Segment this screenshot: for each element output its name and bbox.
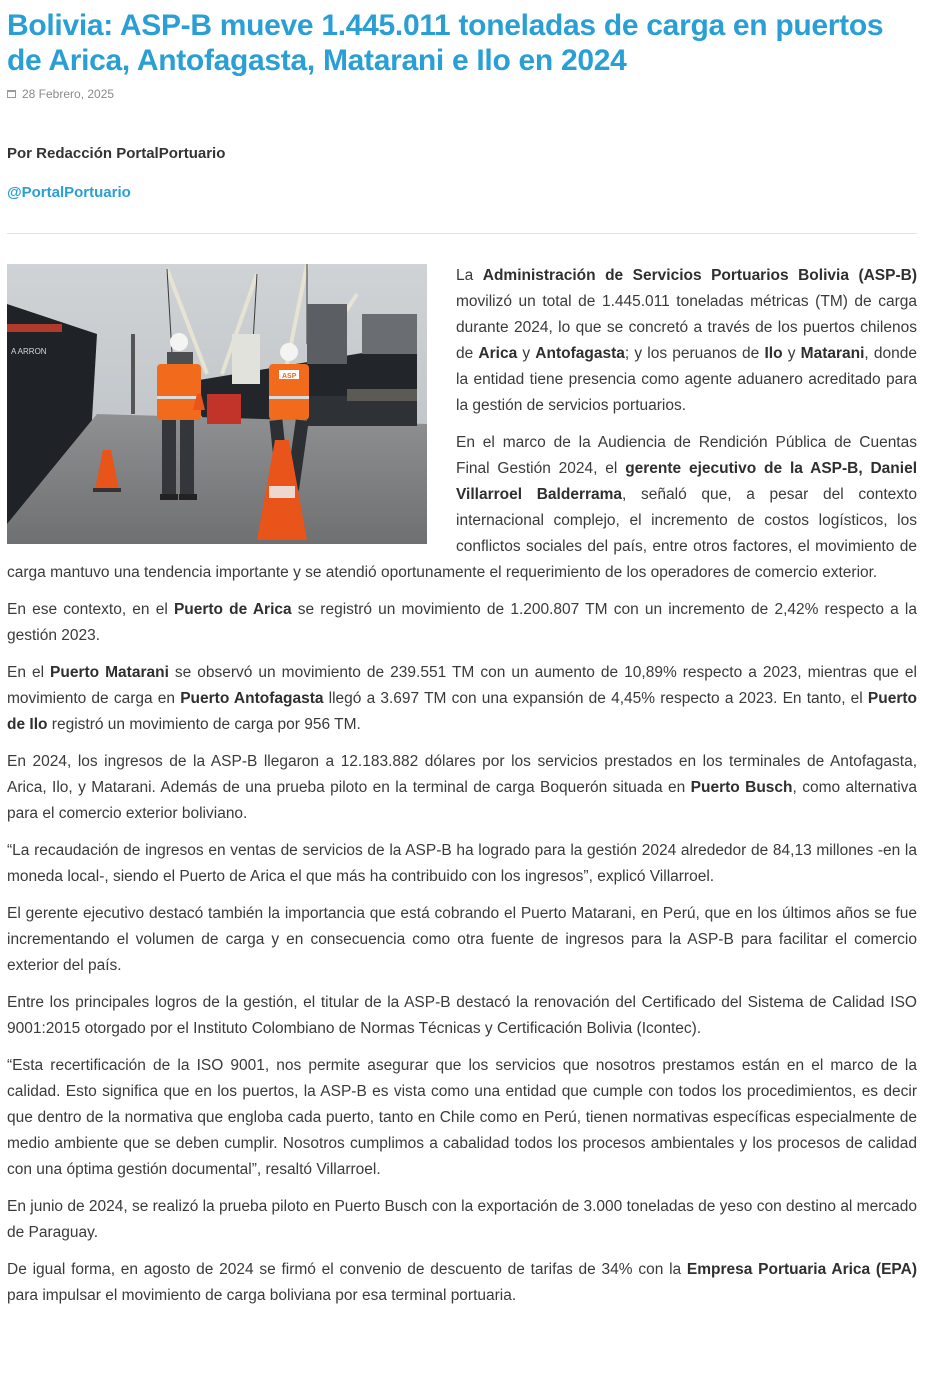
bold-text: Puerto Busch [690,779,793,796]
photo-ship-superstructure [307,304,347,364]
text-run: El gerente ejecutivo destacó también la importancia que está cobrando el Puerto Matarani, en Perú, que en los últimos años se fue incrementando el volumen de carga y en consecuencia como otra fuente de ingresos para la ASP-B para facilitar el comercio exterior del país. [7,905,917,974]
publish-date: 28 Febrero, 2025 [22,87,115,101]
text-run: Entre los principales logros de la gestión, el titular de la ASP-B destacó la renovación del Certificado del Sistema de Calidad ISO 9001:2015 otorgado por el Instituto Colombiano de Normas Técnicas y Certificación Bolivia (Icontec). [7,994,917,1037]
bold-text: Puerto de Arica [173,601,292,618]
bold-text: Matarani [800,345,865,362]
bold-text: Puerto de Ilo [7,690,918,733]
text-run: En el [7,664,51,681]
twitter-handle-link[interactable]: @PortalPortuario [7,184,131,201]
text-run: movilizó un total de 1.445.011 toneladas métricas (TM) de carga durante 2024, lo que se concretó a través de los puertos chilenos de [456,293,917,362]
text-run: En ese contexto, en el [7,601,174,618]
bold-text: Empresa Portuaria Arica (EPA) [686,1261,917,1278]
photo-truck-red [207,394,241,424]
calendar-icon [7,90,16,98]
bold-text: Ilo [764,345,783,362]
text-run: En el marco de la Audiencia de Rendición Pública de Cuentas Final Gestión 2024, el [456,434,917,477]
text-run: , donde la entidad tiene presencia como agente aduanero acreditado para la gestión de servicios portuarios. [456,345,917,414]
article-page [7,8,917,1309]
bold-text: Puerto Matarani [50,664,169,681]
text-run: De igual forma, en agosto de 2024 se firmó el convenio de descuento de tarifas de 34% con la [7,1261,687,1278]
article-photo [7,264,427,544]
paragraph-6 [7,838,917,890]
photo-light-mast [131,334,135,414]
bold-text: Administración de Servicios Portuarios Bolivia (ASP-B) [482,267,917,284]
paragraph-10 [7,1194,917,1246]
text-run: En 2024, los ingresos de la ASP-B llegaron a 12.183.882 dólares por los servicios prestados en los terminales de Antofagasta, Arica, Ilo, y Matarani. Además de una prueba piloto en la terminal de carga Boquerón situada en [7,753,917,796]
paragraph-3 [7,597,917,649]
article-meta [7,87,917,101]
bold-text: Puerto Antofagasta [180,690,324,707]
text-run: “Esta recertificación de la ISO 9001, nos permite asegurar que los servicios que nosotros prestamos están en el marco de la calidad. Esto significa que en los puertos, la ASP-B es vista como una entidad que cumple con todos los procedimientos, es decir que dentro de la normativa que engloba cada puerto, tanto en Chile como en Perú, tienen normativas específicas especialmente de medio ambiente que se deben cumplir. Nosotros cumplimos a cabalidad todos los procesos ambientales y los procesos de calidad con una óptima gestión documental”, resaltó Villarroel. [7,1057,917,1178]
text-run: se observó un movimiento de 239.551 TM con un aumento de 10,89% respecto a 2023, mientras que el movimiento de carga en [7,664,917,707]
text-run: “La recaudación de ingresos en ventas de servicios de la ASP-B ha logrado para la gestión 2024 alrededor de 84,13 millones -en la moneda local-, siendo el Puerto de Arica el que más ha contribuido con los ingresos”, explicó Villarroel. [7,842,917,885]
bold-text: Antofagasta [535,345,625,362]
text-run: La [456,267,483,284]
paragraph-8 [7,990,917,1042]
text-run: y [517,345,536,362]
author-byline: Por Redacción PortalPortuario [7,145,226,162]
bold-text: Arica [478,345,518,362]
photo-ship-bridge [232,334,260,384]
text-run: En junio de 2024, se realizó la prueba piloto en Puerto Busch con la exportación de 3.000 toneladas de yeso con destino al mercado de Paraguay. [7,1198,917,1241]
header-divider [7,233,917,234]
article-title: Bolivia: ASP-B mueve 1.445.011 toneladas de carga en puertos de Arica, Antofagasta, Matarani e Ilo en 2024 [7,9,884,77]
paragraph-4 [7,660,917,738]
text-run: ; y los peruanos de [624,345,765,362]
photo-vest-logo: ASP [282,373,297,380]
paragraph-7 [7,901,917,979]
text-run: registró un movimiento de carga por 956 TM. [47,716,361,733]
text-run: llegó a 3.697 TM con una expansión de 4,45% respecto a 2023. En tanto, el [323,690,868,707]
article-body [7,263,917,1309]
paragraph-9 [7,1053,917,1183]
text-run: se registró un movimiento de 1.200.807 TM con un incremento de 2,42% respecto a la gestión 2023. [7,601,918,644]
paragraph-5 [7,749,917,827]
photo-ship-name: A ARRON [11,347,47,356]
text-run: para impulsar el movimiento de carga boliviana por esa terminal portuaria. [7,1287,517,1304]
bold-text: gerente ejecutivo de la ASP-B, Daniel Villarroel Balderrama [456,460,918,503]
text-run: y [782,345,801,362]
text-run: , como alternativa para el comercio exterior boliviano. [7,779,918,822]
text-run: , señaló que, a pesar del contexto internacional complejo, el incremento de costos logísticos, los conflictos sociales del país, entre otros factores, el movimiento de carga mantuvo una tendencia importante y se atendió oportunamente el requerimiento de los operadores de comercio exterior. [7,486,917,581]
paragraph-11 [7,1257,917,1309]
